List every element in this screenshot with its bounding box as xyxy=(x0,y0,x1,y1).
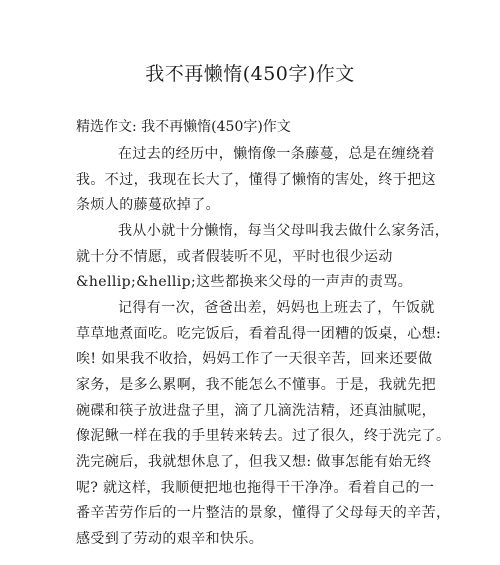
paragraph-line: 记得有一次，爸爸出差，妈妈也上班去了，午饭就 xyxy=(118,300,435,316)
paragraph-line: 洗完碗后，我就想休息了，但我又想: 做事怎能有始无终 xyxy=(76,454,432,470)
paragraph-line: 就十分不情愿，或者假装听不见，平时也很少运动 xyxy=(76,249,393,265)
paragraph-line: 番辛苦劳作后的一片整洁的景象，懂得了父母每天的辛苦， xyxy=(76,505,451,521)
paragraph-line: 碗碟和筷子放进盘子里，滴了几滴洗洁精，还真油腻呢， xyxy=(76,403,436,419)
paragraph-line: 我。不过，我现在长大了，懂得了懒惰的害处，终于把这 xyxy=(76,172,436,188)
paragraph-line: 家务，是多么累啊，我不能怎么不懂事。于是，我就先把 xyxy=(76,377,436,393)
paragraph-line: &hellip;&hellip;这些都换来父母的一声声的责骂。 xyxy=(76,274,413,290)
paragraph-line: 感受到了劳动的艰辛和快乐。 xyxy=(76,531,264,547)
paragraph-line: 草草地煮面吃。吃完饭后，看着乱得一团糟的饭桌，心想: xyxy=(76,326,442,342)
paragraph-line: 条烦人的藤蔓砍掉了。 xyxy=(76,197,220,213)
paragraph-line: 呢? 就这样，我顺便把地也拖得干干净净。看着自己的一 xyxy=(76,480,435,496)
paragraph-line: 像泥鳅一样在我的手里转来转去。过了很久，终于洗完了。 xyxy=(76,428,451,444)
paragraph-line: 我从小就十分懒惰，每当父母叫我去做什么家务活， xyxy=(118,223,450,239)
paragraph-line: 唉! 如果我不收拾，妈妈工作了一天很辛苦，回来还要做 xyxy=(76,351,433,367)
article-title: 我不再懒惰(450字)作文 xyxy=(145,63,355,85)
article-subtitle: 精选作文: 我不再懒惰(450字)作文 xyxy=(76,119,291,135)
paragraph-line: 在过去的经历中，懒惰像一条藤蔓，总是在缠绕着 xyxy=(118,146,435,162)
